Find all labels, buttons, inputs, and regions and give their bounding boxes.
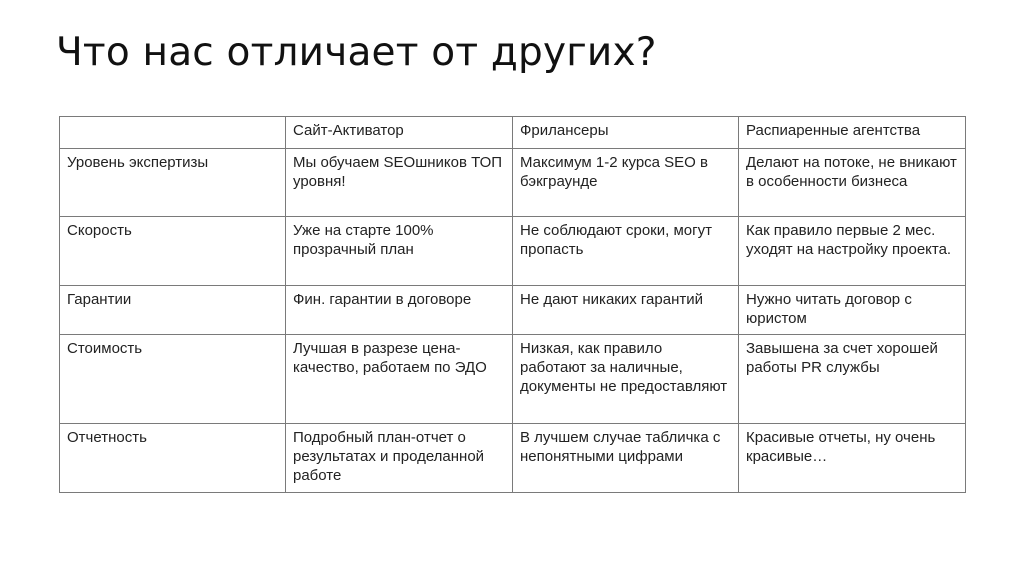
row-label: Гарантии [60, 286, 286, 335]
table-row [60, 149, 966, 217]
comparison-table [59, 116, 966, 493]
table-cell: Красивые отчеты, ну очень красивые… [739, 424, 966, 493]
slide-title: Что нас отличает от других? [56, 30, 657, 75]
row-label: Стоимость [60, 335, 286, 424]
header-cell-freelancers: Фрилансеры [513, 117, 739, 149]
table-cell: Низкая, как правило работают за наличные, документы не предоставляют [513, 335, 739, 424]
table-row [60, 217, 966, 286]
table-cell: Фин. гарантии в договоре [286, 286, 513, 335]
table-cell: Максимум 1-2 курса SEO в бэкграунде [513, 149, 739, 217]
table-cell: Уже на старте 100% прозрачный план [286, 217, 513, 286]
header-cell-empty [60, 117, 286, 149]
table-cell: Делают на потоке, не вникают в особенности бизнеса [739, 149, 966, 217]
table-cell: Как правило первые 2 мес. уходят на настройку проекта. [739, 217, 966, 286]
header-cell-agencies: Распиаренные агентства [739, 117, 966, 149]
table-cell: Нужно читать договор с юристом [739, 286, 966, 335]
row-label: Скорость [60, 217, 286, 286]
table-cell: Подробный план-отчет о результатах и проделанной работе [286, 424, 513, 493]
table-cell: Не дают никаких гарантий [513, 286, 739, 335]
header-cell-site-activator: Сайт-Активатор [286, 117, 513, 149]
table-row [60, 286, 966, 335]
table-cell: В лучшем случае табличка с непонятными цифрами [513, 424, 739, 493]
row-label: Уровень экспертизы [60, 149, 286, 217]
table-cell: Лучшая в разрезе цена-качество, работаем по ЭДО [286, 335, 513, 424]
table-cell: Не соблюдают сроки, могут пропасть [513, 217, 739, 286]
table-row [60, 335, 966, 424]
table-cell: Завышена за счет хорошей работы PR службы [739, 335, 966, 424]
table-cell: Мы обучаем SEOшников ТОП уровня! [286, 149, 513, 217]
table-row [60, 424, 966, 493]
table-header-row [60, 117, 966, 149]
row-label: Отчетность [60, 424, 286, 493]
